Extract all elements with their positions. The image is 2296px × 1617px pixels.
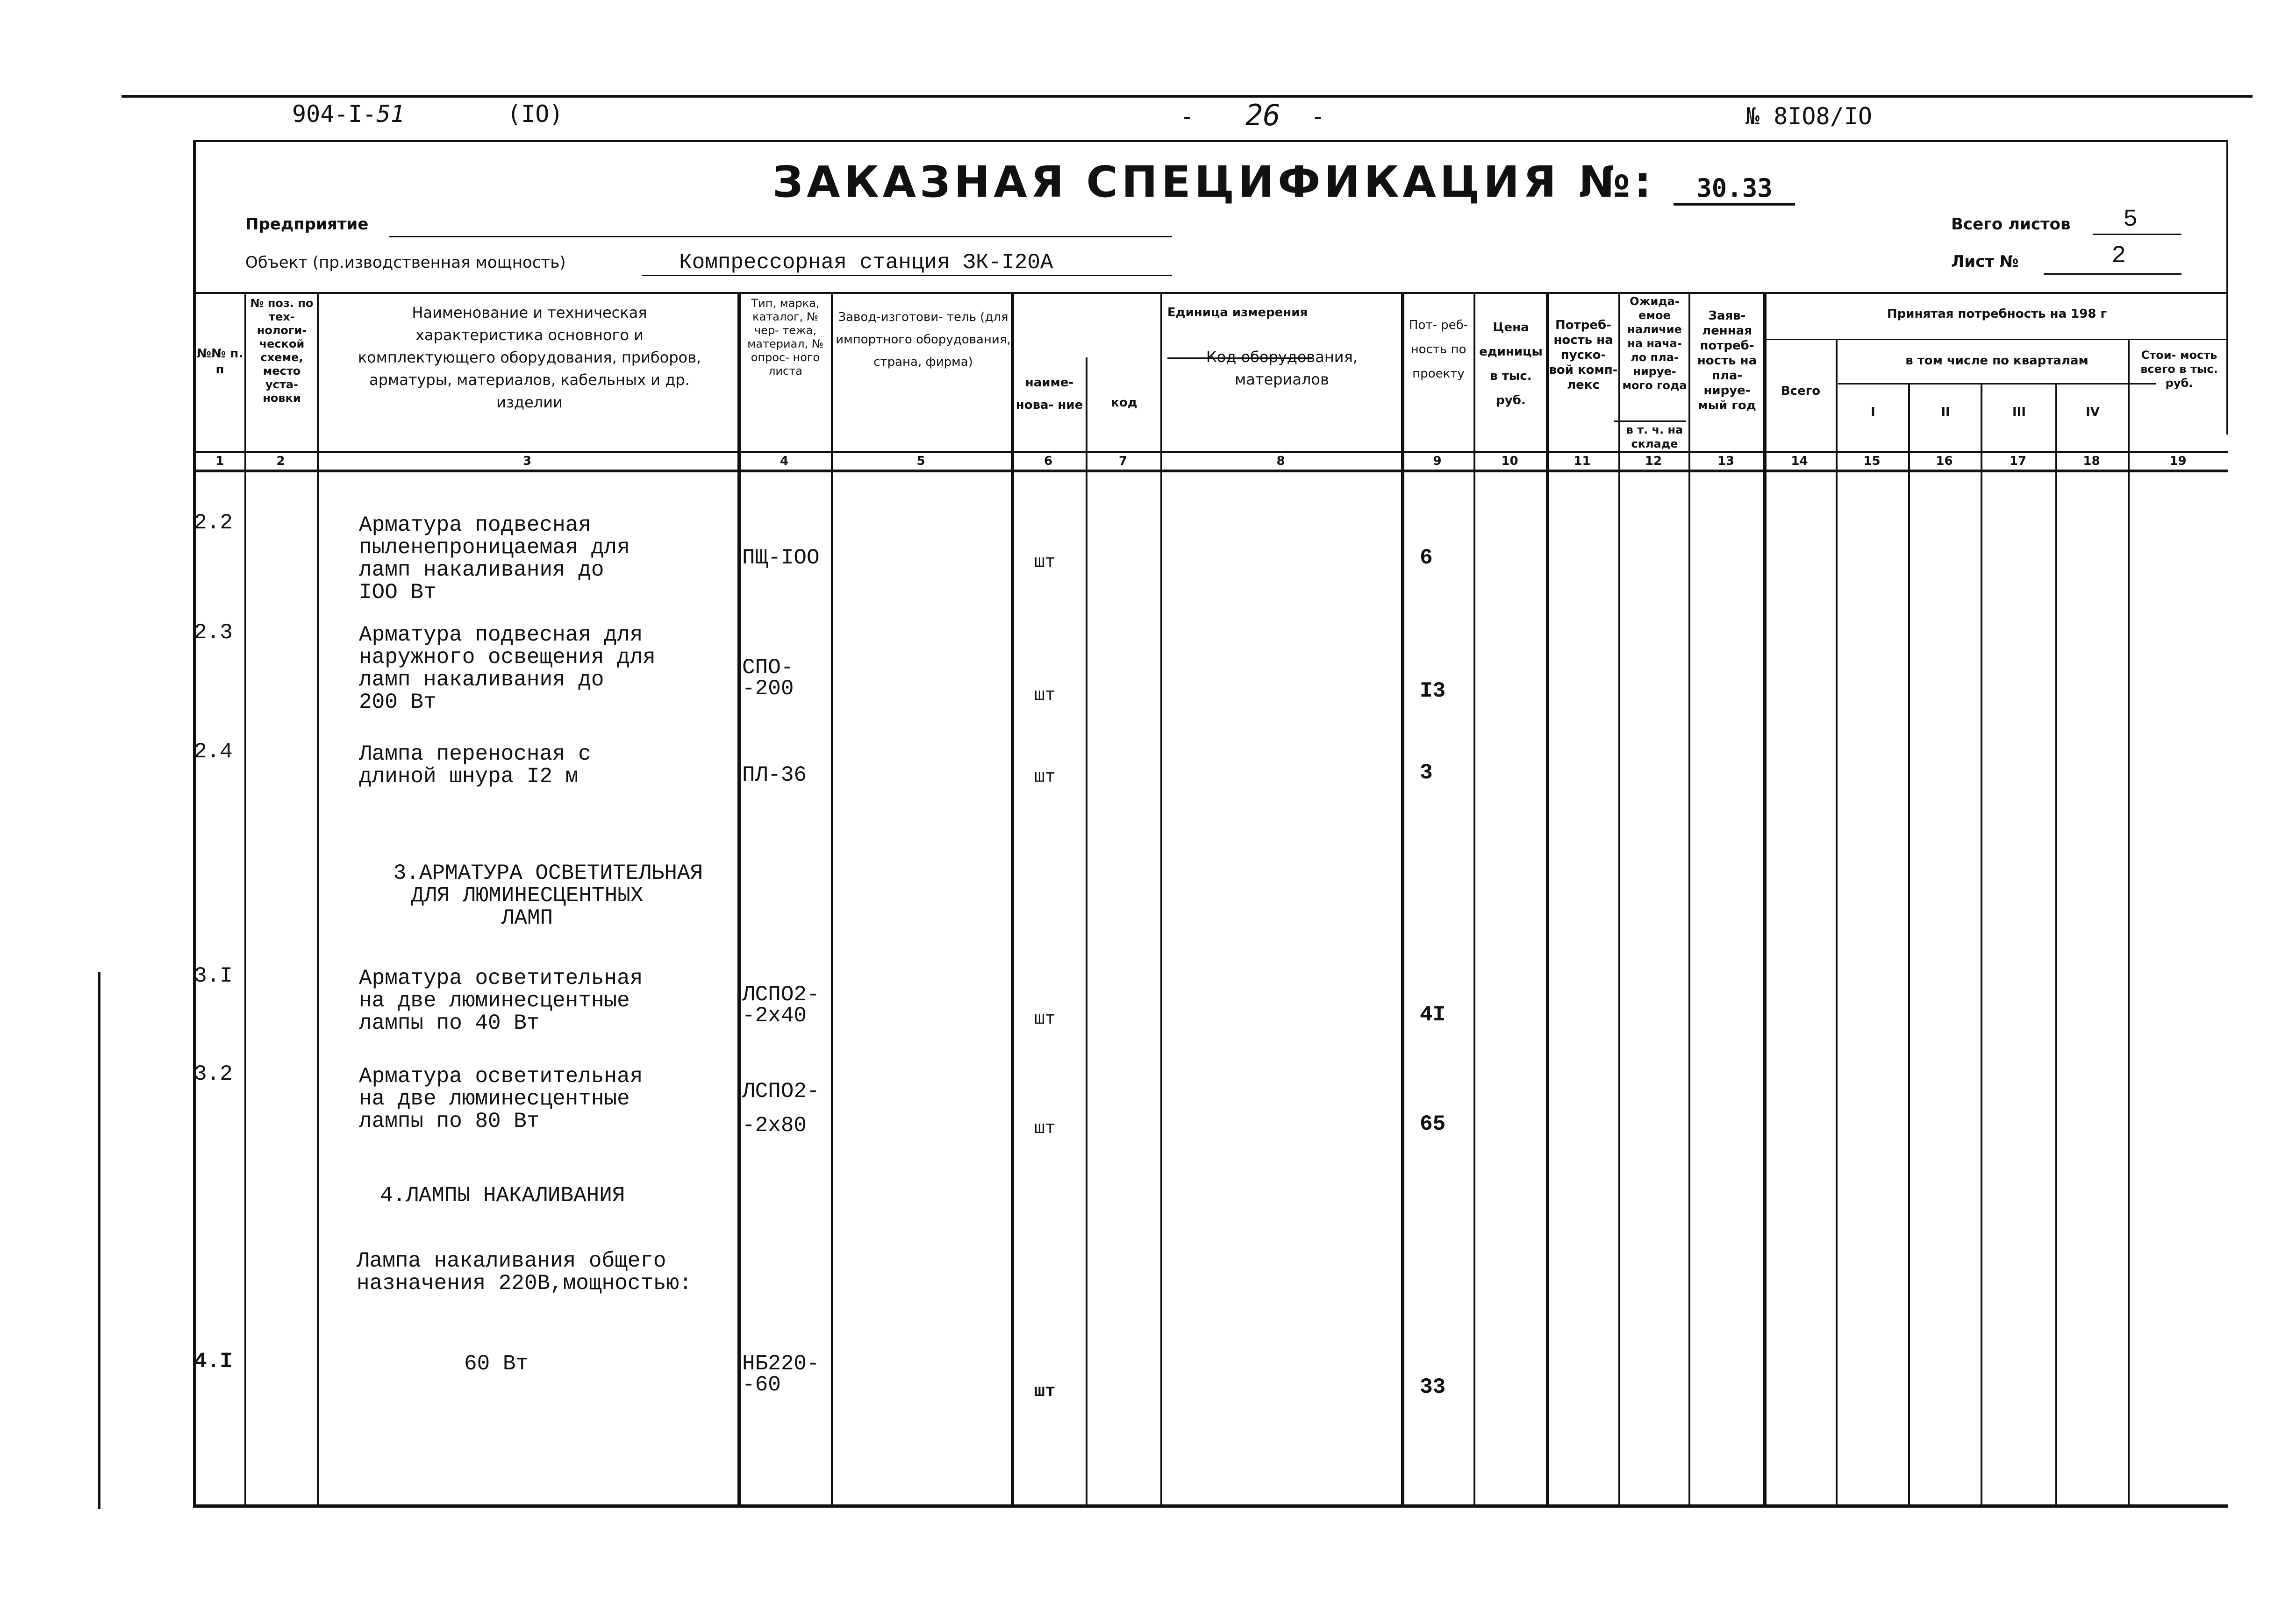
col-line-6 [1086, 357, 1087, 1507]
sheet-value: 2 [2111, 242, 2126, 270]
col-number: 3 [522, 454, 532, 468]
frame-right [2226, 140, 2228, 435]
col-line-9 [1473, 292, 1475, 1507]
item-type-line: СПО- [742, 655, 794, 680]
doc-code-prefix: 904-I- [292, 100, 377, 128]
item-name-line: на две люминесцентные [359, 1087, 630, 1111]
frame-left [193, 140, 196, 1507]
col-line-3 [737, 292, 741, 1507]
header-price: Цена единицы в тыс. руб. [1479, 321, 1543, 407]
item-type-line: ЛСПО2- [742, 1079, 820, 1104]
page-title [772, 157, 1795, 207]
header-unit-name: наиме- нова- ние [1016, 376, 1083, 412]
col-number: 19 [2169, 454, 2187, 468]
row-number: 3.I [194, 964, 233, 988]
col-number: 13 [1717, 454, 1735, 468]
object-line [642, 275, 1172, 276]
header-name: Наименование и техническая характеристика основного и комплектующего оборудования, приборов, арматуры, материалов, кабельных и др. изделии [358, 304, 701, 411]
doc-code-suffix: 51 [376, 100, 405, 128]
item-unit: шт [1034, 1118, 1056, 1139]
col-number: 16 [1936, 454, 1953, 468]
item-name-line: Лампа переносная с [359, 742, 591, 766]
header-unit-group: Единица измерения [1167, 306, 1308, 320]
header-q3: III [2012, 405, 2026, 419]
header-q1: I [1871, 405, 1875, 419]
sheet-label: Лист № [1951, 252, 2019, 271]
item-name-line: 200 Вт [359, 690, 436, 714]
item-name-line: наружного освещения для [359, 645, 656, 670]
col-line-12 [1688, 292, 1690, 1507]
total-sheets-line [2093, 234, 2182, 235]
col-number: 9 [1433, 454, 1442, 468]
header-equipment-code: Код оборудования, материалов [1206, 348, 1358, 388]
item-unit: шт [1034, 552, 1056, 572]
note-line: Лампа накаливания общего [357, 1249, 666, 1273]
item-unit: шт [1034, 767, 1056, 787]
col-number: 8 [1276, 454, 1285, 468]
item-name-line: Арматура осветительная [359, 966, 643, 990]
item-quantity: 6 [1420, 546, 1433, 570]
item-quantity: 3 [1420, 761, 1433, 785]
header-total: Всего [1781, 384, 1821, 398]
total-sheets-value: 5 [2123, 206, 2138, 233]
col-line-15 [1908, 383, 1910, 1507]
header-q4: IV [2086, 405, 2100, 419]
item-quantity: I3 [1420, 679, 1446, 703]
col-line-18 [2128, 339, 2130, 1507]
col-number: 1 [215, 454, 224, 468]
item-unit: шт [1034, 685, 1056, 705]
item-name-line: ламп накаливания до [359, 668, 604, 692]
row-number: 2.2 [194, 511, 233, 535]
header-position: № поз. по тех- нологи- ческой схеме, место уста- новки [250, 297, 314, 405]
header-accepted-group: Принятая потребность на 198 г [1887, 307, 2107, 321]
col-numbers-rule [193, 470, 2228, 472]
col-number: 18 [2083, 454, 2100, 468]
top-rule [122, 95, 2253, 98]
item-name-line: лампы по 80 Вт [359, 1109, 540, 1133]
item-type: ПЩ-IOO [742, 546, 820, 570]
inventory-number: № 8IO8/IO [1745, 103, 1872, 130]
item-name-line: лампы по 40 Вт [359, 1011, 540, 1035]
col-line-2 [317, 292, 319, 1507]
specification-form [193, 140, 2228, 1507]
col-line-4 [831, 292, 833, 1507]
item-type-line: -200 [742, 677, 794, 701]
doc-code [292, 100, 405, 128]
col-number: 7 [1118, 454, 1128, 468]
item-type-line: НБ220- [742, 1352, 820, 1376]
item-name-line: 60 Вт [464, 1352, 529, 1376]
total-sheets-label: Всего листов [1951, 215, 2071, 234]
item-quantity: 33 [1420, 1375, 1446, 1399]
item-type-line: -2х40 [742, 1004, 807, 1028]
col-line-10 [1546, 292, 1549, 1507]
item-name-line: пыленепроницаемая для [359, 535, 630, 560]
sheet-line [2044, 273, 2182, 275]
col-line-5 [1011, 292, 1014, 1507]
item-quantity: 65 [1420, 1112, 1446, 1136]
col-line-17 [2055, 383, 2057, 1507]
row-number: 2.4 [194, 740, 233, 764]
header-startup-demand: Потреб- ность на пуско- вой комп- лекс [1549, 318, 1618, 392]
object-label: Объект (пр.изводственная мощность) [245, 253, 566, 272]
col-number: 4 [780, 454, 789, 468]
object-value: Компрессорная станция ЗК-I20А [679, 250, 1053, 275]
quarters-group-rule [1838, 383, 2156, 385]
item-unit: шт [1034, 1382, 1056, 1402]
item-type: ПЛ-36 [742, 763, 807, 787]
title-text: ЗАКАЗНАЯ СПЕЦИФИКАЦИЯ №: [772, 157, 1655, 207]
col-line-14 [1836, 339, 1838, 1507]
note-line: назначения 220В,мощностью: [357, 1271, 692, 1296]
page-dash-left: - [1180, 103, 1194, 130]
header-quarters-group: в том числе по кварталам [1905, 354, 2089, 368]
left-margin-rule [98, 972, 100, 1509]
col-number: 6 [1044, 454, 1053, 468]
doc-part: (IO) [507, 100, 564, 128]
col-number: 5 [916, 454, 925, 468]
section-title-line: 4.ЛАМПЫ НАКАЛИВАНИЯ [380, 1183, 625, 1208]
header-expected: Ожида- емое наличие на нача- ло пла- нируе- мого года [1622, 295, 1687, 392]
header-in-stock: в т. ч. на складе [1626, 423, 1683, 450]
item-quantity: 4I [1420, 1003, 1446, 1027]
header-q2: II [1941, 405, 1950, 419]
item-name-line: IOO Вт [359, 580, 436, 605]
item-unit: шт [1034, 1009, 1056, 1029]
item-name-line: на две люминесцентные [359, 989, 630, 1013]
section-title-line: 3.АРМАТУРА ОСВЕТИТЕЛЬНАЯ [393, 861, 703, 885]
col-line-1 [244, 292, 246, 1507]
col-line-16 [1981, 383, 1982, 1507]
item-type-line: ЛСПО2- [742, 983, 820, 1007]
col-line-11 [1618, 292, 1620, 1507]
section-title-line: ДЛЯ ЛЮМИНЕСЦЕНТНЫХ [411, 883, 644, 908]
row-number: 3.2 [194, 1062, 233, 1086]
table-top-rule [193, 292, 2228, 294]
frame-top [193, 140, 2228, 142]
col-number: 2 [276, 454, 285, 468]
spec-number: 30.33 [1674, 173, 1795, 206]
item-name-line: Арматура подвесная [359, 513, 591, 537]
header-type: Тип, марка, каталог, № чер- тежа, материал, № опрос- ного листа [747, 297, 823, 378]
page-dash-right: - [1311, 103, 1325, 130]
enterprise-label: Предприятие [245, 215, 369, 234]
item-type-line: -60 [742, 1373, 781, 1397]
accepted-group-rule [1766, 339, 2228, 340]
col-line-7 [1160, 292, 1162, 1507]
section-title-line: ЛАМП [501, 906, 553, 930]
header-declared: Заяв- ленная потреб- ность на пла- нируе- мый год [1697, 309, 1757, 413]
header-row-number: №№ п. п [196, 347, 243, 377]
item-name-line: Арматура осветительная [359, 1064, 643, 1089]
c12-split-rule [1614, 420, 1686, 422]
col-line-8 [1401, 292, 1404, 1507]
page-number: 26 [1245, 98, 1280, 132]
col-number: 12 [1645, 454, 1662, 468]
item-type-line: -2х80 [742, 1113, 807, 1138]
item-name-line: ламп накаливания до [359, 558, 604, 582]
col-number: 10 [1501, 454, 1518, 468]
col-line-13 [1763, 292, 1767, 1507]
item-name-line: длиной шнура I2 м [359, 764, 579, 789]
header-bottom-rule [193, 451, 2228, 453]
col-number: 11 [1574, 454, 1591, 468]
header-unit-code: код [1111, 396, 1137, 410]
col-number: 15 [1863, 454, 1881, 468]
header-manufacturer: Завод-изготови- тель (для импортного оборудования, страна, фирма) [836, 310, 1011, 369]
header-demand: Пот- реб- ность по проекту [1409, 318, 1468, 381]
enterprise-line [389, 236, 1172, 237]
item-name-line: Арматура подвесная для [359, 623, 643, 647]
row-number: 2.3 [194, 620, 233, 645]
table-bottom-rule [193, 1504, 2228, 1508]
header-cost: Стои- мость всего в тыс. руб. [2140, 349, 2218, 390]
row-number: 4.I [194, 1349, 233, 1374]
col-number: 14 [1791, 454, 1808, 468]
col-number: 17 [2009, 454, 2027, 468]
